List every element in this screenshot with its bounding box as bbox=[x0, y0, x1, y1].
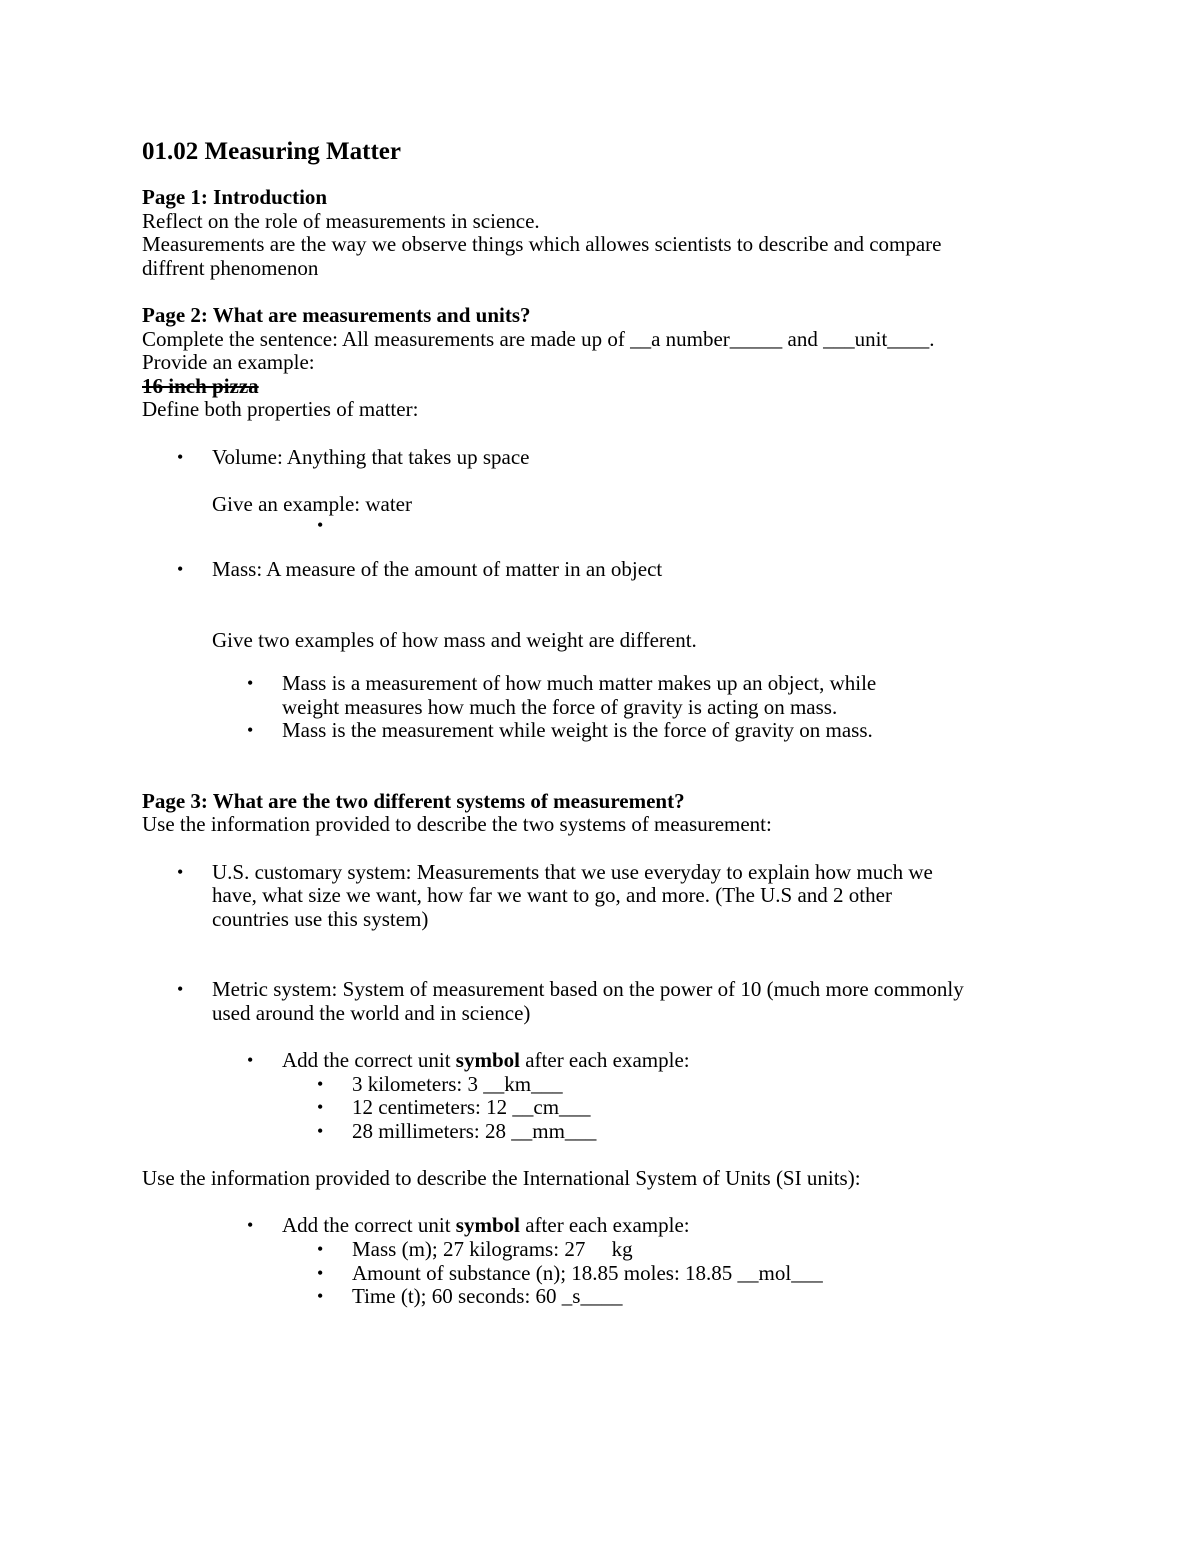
si-prompt: Use the information provided to describe the International System of Units (SI units): bbox=[142, 1166, 861, 1191]
us-customary-item bbox=[142, 861, 1062, 932]
metric-line1: Metric system: System of measurement based on the power of 10 (much more commonly bbox=[212, 977, 964, 1002]
metric-line2: used around the world and in science) bbox=[212, 1001, 531, 1026]
us-line3: countries use this system) bbox=[212, 906, 429, 931]
provide-example-prompt: Provide an example: bbox=[142, 350, 315, 375]
metric-item bbox=[142, 978, 1062, 1025]
si-add-unit-post: after each example: bbox=[519, 1213, 690, 1238]
page2-heading: Page 2: What are measurements and units? bbox=[142, 302, 531, 327]
add-unit-bold: symbol bbox=[455, 1048, 520, 1073]
define-prompt: Define both properties of matter: bbox=[142, 397, 419, 422]
example-answer: 16 inch pizza bbox=[142, 373, 259, 398]
add-unit-pre: Add the correct unit bbox=[282, 1048, 456, 1073]
properties-list bbox=[142, 446, 1062, 470]
mass-weight-1b: weight measures how much the force of gravity is acting on mass. bbox=[282, 694, 838, 719]
metric-example: • 12 centimeters: 12 __cm___ bbox=[142, 1096, 1062, 1120]
us-line2: have, what size we want, how far we want to go, and more. (The U.S and 2 other bbox=[212, 883, 892, 908]
add-unit-post: after each example: bbox=[519, 1048, 690, 1073]
si-example: • Time (t); 60 seconds: 60 _s____ bbox=[142, 1285, 1062, 1309]
si-add-unit-bold: symbol bbox=[455, 1213, 520, 1238]
volume-example: Give an example: water bbox=[212, 491, 412, 516]
page1-prompt: Reflect on the role of measurements in science. bbox=[142, 208, 540, 233]
page1-answer-line2: diffrent phenomenon bbox=[142, 255, 319, 280]
worksheet-page bbox=[142, 138, 1062, 1309]
complete-sentence: Complete the sentence: All measurements are made up of __a number_____ and ___unit____. bbox=[142, 326, 935, 351]
metric-unit-list bbox=[142, 1049, 1062, 1143]
systems-list-2 bbox=[142, 978, 1062, 1025]
mass-weight-item: • Mass is the measurement while weight is the force of gravity on mass. bbox=[142, 719, 1062, 743]
volume-item: • Volume: Anything that takes up space bbox=[142, 446, 1062, 470]
mass-weight-list bbox=[142, 672, 1062, 743]
si-add-unit-instruction bbox=[142, 1214, 1062, 1238]
add-unit-instruction bbox=[142, 1049, 1062, 1073]
document-title: 01.02 Measuring Matter bbox=[142, 138, 401, 165]
page1-heading: Page 1: Introduction bbox=[142, 185, 328, 209]
si-example: • Mass (m); 27 kilograms: 27 kg bbox=[142, 1238, 1062, 1262]
mass-weight-prompt: Give two examples of how mass and weight are different. bbox=[212, 627, 697, 652]
page3-prompt: Use the information provided to describe the two systems of measurement: bbox=[142, 812, 772, 837]
empty-bullet: • bbox=[317, 515, 324, 536]
si-example: • Amount of substance (n); 18.85 moles: 18.85 __mol___ bbox=[142, 1262, 1062, 1286]
us-line1: U.S. customary system: Measurements that we use everyday to explain how much we bbox=[212, 859, 933, 884]
systems-list bbox=[142, 861, 1062, 932]
mass-weight-1a: Mass is a measurement of how much matter makes up an object, while bbox=[282, 671, 877, 696]
page1-answer-line1: Measurements are the way we observe things which allowes scientists to describe and compare bbox=[142, 232, 942, 257]
page3-heading: Page 3: What are the two different systems of measurement? bbox=[142, 788, 685, 813]
metric-example: • 3 kilometers: 3 __km___ bbox=[142, 1073, 1062, 1097]
mass-item: • Mass: A measure of the amount of matter in an object bbox=[142, 558, 1062, 582]
si-unit-list bbox=[142, 1214, 1062, 1308]
metric-example: • 28 millimeters: 28 __mm___ bbox=[142, 1120, 1062, 1144]
si-add-unit-pre: Add the correct unit bbox=[282, 1213, 456, 1238]
mass-weight-item bbox=[142, 672, 1062, 719]
properties-list-2 bbox=[142, 558, 1062, 582]
